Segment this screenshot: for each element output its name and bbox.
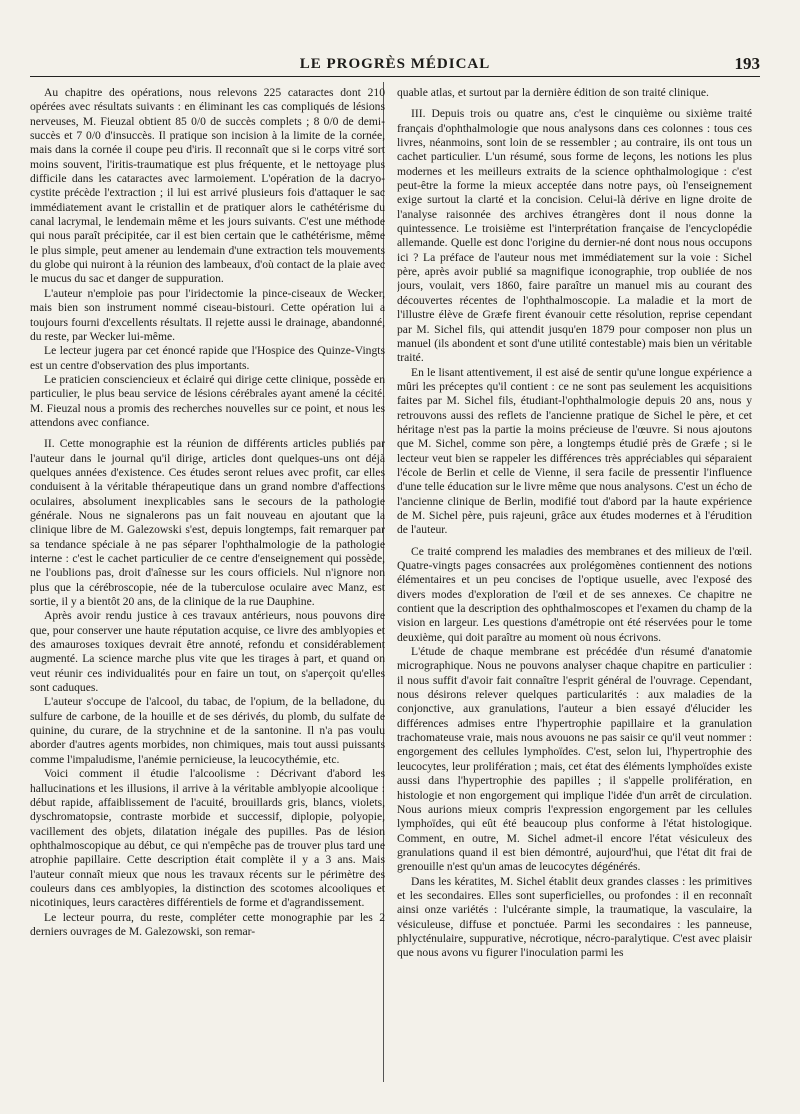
paragraph: Dans les kératites, M. Sichel établit deux grandes classes : les primitives et les secondaires. Elles sont superficielles, ou profondes : il en reconnaît ainsi onze variétés : l'ulcérante simple, la traumatique, la vasculaire, la vésiculeuse, diffuse et ponctuée. Parmi les secondaires : les panneuse, phlycténulaire, suppurative, nécrotique, nécro-paralytique. C'est avec plaisir que nous avons vu figurer l'inoculation parmi les <box>397 874 752 960</box>
paragraph: Le praticien consciencieux et éclairé qui dirige cette clinique, possède en particulier, le plus beau service de lésions cérébrales ayant amené la cécité. M. Fieuzal nous a promis des recherches nouvelles sur ce point, et nous les attendons avec confiance. <box>30 372 385 429</box>
left-column <box>30 86 385 1086</box>
running-title: LE PROGRÈS MÉDICAL <box>299 56 491 72</box>
paragraph: Le lecteur jugera par cet énoncé rapide que l'Hospice des Quinze-Vingts est un centre d'observation des plus importants. <box>30 344 385 372</box>
header-rule <box>30 76 760 77</box>
paragraph: Après avoir rendu justice à ces travaux antérieurs, nous pouvons dire que, pour conserver une haute réputation acquise, ce livre des amblyopies et des amauroses toxiques devrait être annoté, refondu et considérablement augmenté. La science marche plus vite que les tirages à part, et quand on veut réunir ces individualités pour en faire un tout, on s'aperçoit qu'elles sont caduques. <box>30 609 385 695</box>
paragraph: quable atlas, et surtout par la dernière édition de son traité clinique. <box>397 86 709 99</box>
page-header <box>30 52 760 76</box>
paragraph: En le lisant attentivement, il est aisé de sentir qu'une longue expérience a mûri les préceptes qu'il contient : ce ne sont pas seulement les acquisitions faites par M. Sichel fils, étudiant-l'ophthalmologie depuis 20 ans, nous y retrouvons aussi des reflets de l'ancienne pratique de Sichel le père, et cet héritage n'est pas la partie la moins précieuse de l'œuvre. Si nous ajoutons que M. Sichel, comme son père, a longtemps étudié près de Græfe ; si le lecteur veut bien se rappeler les différences très appréciables qui séparaient l'école de Berlin et celle de Vienne, il sera facile de pressentir l'influence d'une telle éducation sur le livre même que nous analysons. C'est un écho de l'ancienne clinique de Berlin, modifié tout d'abord par la haute expérience de M. Sichel père, puis rajeuni, grâce aux études modernes et à l'érudition de l'auteur. <box>397 365 752 537</box>
paragraph: L'étude de chaque membrane est précédée d'un résumé d'anatomie micrographique. Nous ne pouvons analyser chaque chapitre en particulier : il nous suffit d'avoir fait connaître l'esprit général de l'ouvrage. Cependant, nous désirons relever quelques particularités : aux maladies de la conjonctive, aux granulations, l'auteur a bien essayé d'élucider les différences admises entre l'hypertrophie papillaire et la granulation trachomateuse vraie, mais nous avouons ne pas saisir ce qu'il veut nommer : engorgement des cellules lymphoïdes. C'est, selon lui, l'hypertrophie des leucocytes, leur prolifération ; mais, cet état des éléments lymphoïdes existe aussi dans l'hypertrophie des papilles ; il s'appelle prolifération, en histologie et non engorgement qui implique l'idée d'un arrêt de circulation. Nous aurions mieux compris l'expression engorgement par les cellules lymphoïdes, qui eût été beaucoup plus conforme à l'état histologique. Comment, en outre, M. Sichel admet-il encore l'état vésiculeux des granulations quand il est bien démontré, aujourd'hui, que l'état dit frai de grenouille n'est qu'un amas de leucocytes dégénérés. <box>397 645 752 874</box>
paragraph: Le lecteur pourra, du reste, compléter cette monographie par les 2 derniers ouvrages de M. Galezowski, son remar- <box>30 910 385 938</box>
paragraph: Au chapitre des opérations, nous relevons 225 cataractes dont 210 opérées avec résultats suivants : en éliminant les cas compliqués de lésions nerveuses, M. Fieuzal obtient 85 0/0 de succès complets ; 8 0/0 de demi-succès et 7 0/0 d'insuccès. Il pratique son incision à la limite de la cornée, mais dans la cornée il coupe peu d'iris. Il reconnaît que si le corps vitré sort moins souvent, l'iritis-traumatique est plus fréquente, et le nettoyage plus difficile dans les cataractes avec larmoiement. L'opération de la dacryo-cystite précède l'extraction ; il lui est arrivé plusieurs fois d'attaquer le sac immédiatement avant le cristallin et de pratiquer alors le cathétérisme du canal lacrymal, le lendemain même et les jours suivants. C'est une méthode qui nous paraît précipitée, car il est bien certain que le cathétérisme, même le plus simple, peut amener au lendemain d'une extraction tels mouvements du globe qui nuiront à la réunion des lambeaux, d'où contact de la plaie avec le mucus du sac et danger de suppuration. <box>30 86 385 286</box>
paragraph: Voici comment il étudie l'alcoolisme : Décrivant d'abord les hallucinations et les illusions, il arrive à la véritable amblyopie alcoolique : début rapide, affaiblissement de l'acuité, brouillards gris, blancs, violets, dyschromatopsie, contraste morbide et successif, diplopie, polyopie, vacillement des objets, dilatation inégale des pupilles. Pas de lésion ophthalmoscopique au début, ce qui n'empêche pas de trouver plus tard une atrophie papillaire. Cette description était complète il y a 3 ans. Mais l'auteur connaît mieux que nous les travaux récents sur le périmètre des couleurs dans ces amblyopies, la distinction des scotomes alcooliques et nicotiniques, leurs caractères différentiels de forme et d'agrandissement. <box>30 767 385 910</box>
paragraph: II. Cette monographie est la réunion de différents articles publiés par l'auteur dans le journal qu'il dirige, articles dont quelques-uns ont déjà quelques années d'existence. Ces études seront relues avec profit, car elles conduisent à la véritable thérapeutique dans un grand nombre d'affections oculaires, absolument inexplicables sans le secours de la pathologie générale. Nous ne signalerons pas un fait nouveau en ajoutant que la clinique libre de M. Galezowski s'est, depuis longtemps, fait remarquer par sa tendance spéciale à ne pas séparer l'ophthalmologie de la pathologie interne : c'est le cachet particulier de ce centre d'enseignement qui possède, ne l'oublions pas, droit d'aînesse sur les cours officiels. Nul n'ignore non plus que la cérébroscopie, née de la tuberculose oculaire avec Manz, est sortie, il y a bientôt 20 ans, de la clinique de la rue Dauphine. <box>30 437 385 609</box>
page-number: 193 <box>734 54 760 73</box>
paragraph: L'auteur s'occupe de l'alcool, du tabac, de l'opium, de la belladone, du sulfure de carbone, de la houille et de ses dérivés, du plomb, du sulfate de quinine, du curare, de la strychnine et de la santonine. Il n'a pas voulu aborder d'autres agents morbides, non chimiques, mais tout aussi puissants comme l'impaludisme, l'anémie pernicieuse, la leucocythémie, etc. <box>30 695 385 766</box>
right-column <box>397 86 752 1086</box>
paragraph: Ce traité comprend les maladies des membranes et des milieux de l'œil. Quatre-vingts pages consacrées aux prolégomènes contiennent des notions élémentaires et un peu concises de l'optique usuelle, avec l'exposé des divers modes d'exploration de l'œil et de ses annexes. Ce chapitre ne contient que la description des ophthalmoscopes et l'examen du champ de la vision en largeur. Les questions d'amétropie ont été réservées pour le tome deuxième, qui doit paraître au moment où nous écrivons. <box>397 544 752 644</box>
paragraph: L'auteur n'emploie pas pour l'iridectomie la pince-ciseaux de Wecker, mais bien son instrument nommé ciseau-bistouri. Cette opération lui a toujours fourni d'excellents résultats. Il rejette aussi le drainage, abandonné, du reste, par Wecker lui-même. <box>30 286 385 343</box>
paragraph: III. Depuis trois ou quatre ans, c'est le cinquième ou sixième traité français d'ophthalmologie que nous analysons dans ces colonnes : tous ces livres, néanmoins, sont loin de se ressembler ; au contraire, ils ont tous un cachet particulier. L'un résumé, sous forme de leçons, les notions les plus modernes et les meilleurs extraits de la science ophthalmologique : c'est peut-être la forme la mieux acceptée dans notre pays, où l'enseignement exige surtout la clarté et la concision. Celui-là dérive en ligne droite de l'analyse raisonnée des archives étrangères dont il nous donne la quintessence. Le troisième est l'interprétation française de l'encyclopédie allemande. Quelle est donc l'origine du dernier-né dont nous nous occupons ici ? La préface de l'auteur nous met immédiatement sur la voie : Sichel père, après avoir publié sa magnifique iconographie, trop oubliée de nos jours, voulait, vers 1860, faire paraître un manuel mis au courant des découvertes récentes de l'ophthalmoscopie. La maladie et la mort de l'illustre élève de Græfe firent évanouir cette résolution, reprise cependant par M. Sichel fils, qui attendit jusqu'en 1879 pour composer non plus un manuel (ils abondent et sont d'une utilité contestable) mais bien un véritable traité. <box>397 107 752 365</box>
